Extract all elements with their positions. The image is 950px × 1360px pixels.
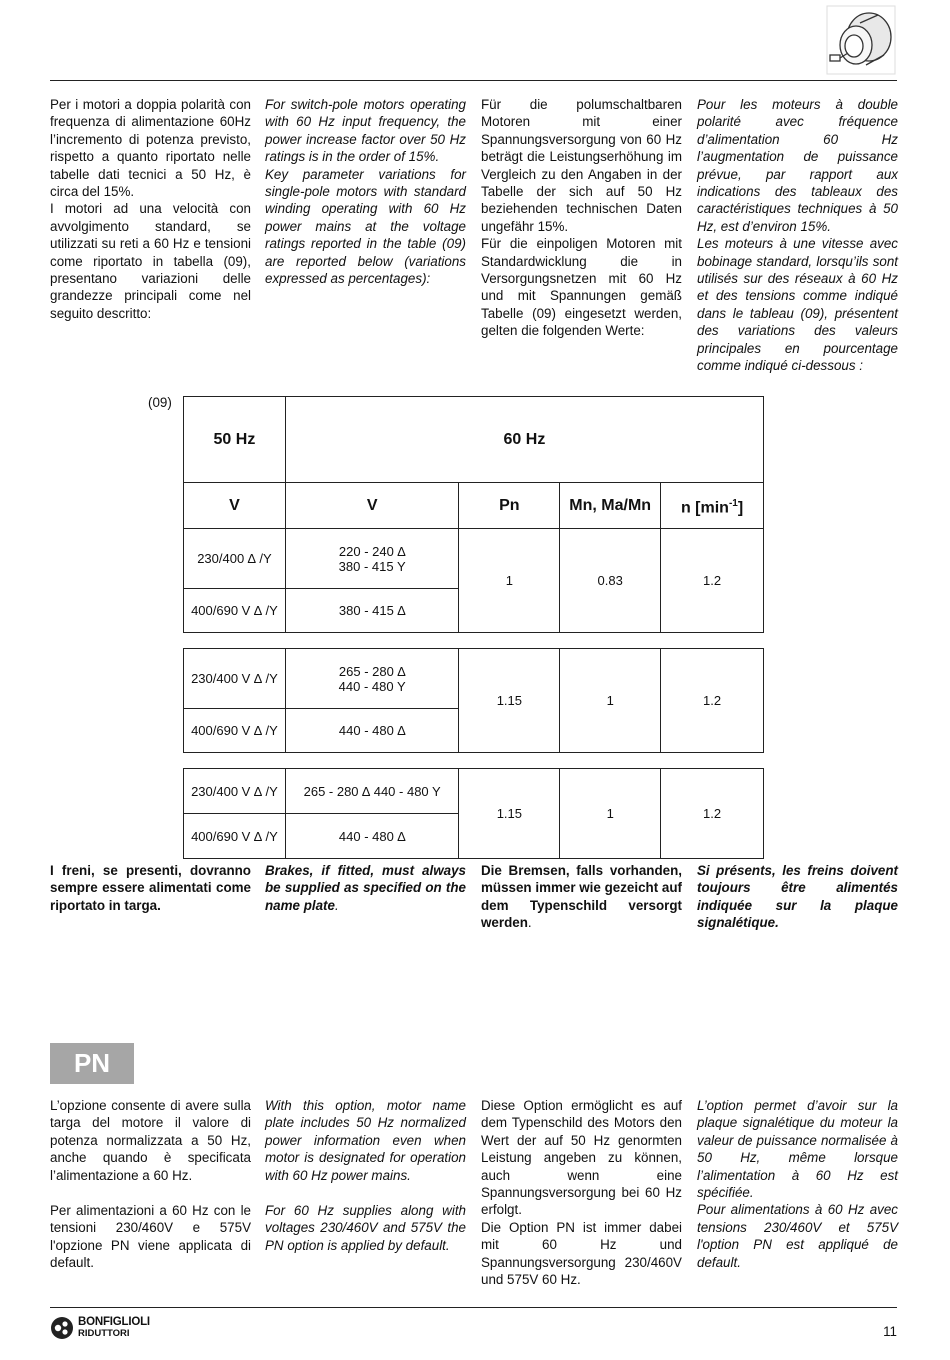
intro-english — [265, 96, 466, 287]
pn-de-p1: Diese Option ermöglicht es auf dem Typenschild des Motors den Wert der auf 50 Hz genormten Leistung angeben zu können, auch wenn eine Spannungsversorgung bei 60 Hz erfolgt. — [481, 1098, 682, 1218]
intro-it-p2: I motori ad una velocità con avvolgimento standard, se utilizzati su reti a 60 Hz e tensioni come riportato in tabella (09), presentano variazioni delle grandezze principali come nel seguito descritto: — [50, 201, 251, 321]
brakes-french: Si présents, les freins doivent toujours être alimentés indiquée sur la plaque signalétique. — [697, 863, 898, 931]
header-mn: Mn, Ma/Mn — [560, 483, 661, 529]
header-n — [661, 483, 764, 529]
pn-french — [697, 1097, 898, 1271]
table-row — [184, 769, 764, 814]
cell-50hz: 230/400 V ∆ /Y — [184, 769, 286, 814]
brakes-en-dot: . — [334, 897, 339, 913]
header-rule — [50, 80, 897, 81]
intro-german — [481, 96, 682, 340]
motor-icon — [826, 5, 896, 75]
table-header-freq — [184, 397, 764, 483]
header-60hz: 60 Hz — [285, 397, 763, 483]
pn-german — [481, 1097, 682, 1288]
cell-60hz: 380 - 415 ∆ — [285, 589, 459, 633]
cell-60hz — [285, 529, 459, 589]
intro-it-p1: Per i motori a doppia polarità con frequenza di alimentazione 60Hz l’incremento di potenza previsto, rispetto a quanto riportato nelle tabelle dati tecnici a 50 Hz, è circa del 15%. — [50, 97, 251, 200]
brakes-de-dot: . — [527, 915, 532, 931]
header-pn: Pn — [459, 483, 560, 529]
voltage-table — [183, 396, 764, 859]
intro-french — [697, 96, 898, 375]
cell-60hz-line: 265 - 280 ∆ — [338, 663, 406, 679]
brakes-italian: I freni, se presenti, dovranno sempre essere alimentati come riportato in targa. — [50, 863, 251, 913]
pn-de-p2: Die Option PN ist immer dabei mit 60 Hz und Spannungsversorgung 230/460V und 575V 60 Hz. — [481, 1219, 682, 1288]
header-v-60: V — [285, 483, 459, 529]
cell-60hz-line: 380 - 415 Y — [338, 558, 406, 574]
cell-pn: 1.15 — [459, 769, 560, 859]
pn-italian — [50, 1097, 251, 1272]
pn-badge: PN — [50, 1043, 134, 1084]
table-row — [184, 649, 764, 709]
intro-de-p2: Für die einpoligen Motoren mit Standardwicklung die in Versorgungsnetzen mit 60 Hz und mit Spannungen gemäß Tabelle (09) eingesetzt werden, gelten die folgenden Werte: — [481, 236, 682, 339]
cell-pn: 1 — [459, 529, 560, 633]
cell-60hz: 440 - 480 ∆ — [285, 709, 459, 753]
intro-de-p1: Für die polumschaltbaren Motoren mit einer Spannungsversorgung von 60 Hz beträgt die Leistungserhöhung im Vergleich zu den Angaben in der Tabelle der sich auf 50 Hz beziehenden technischen Daten ungefähr 15%. — [481, 97, 682, 234]
logo-brand-sub: RIDUTTORI — [78, 1328, 130, 1339]
pn-it-p1: L’opzione consente di avere sulla targa del motore il valore di potenza normalizzata a 50 Hz, anche quando è specificata l’alimentazione a 60 Hz. — [50, 1098, 251, 1183]
cell-60hz: 265 - 280 ∆ 440 - 480 Y — [285, 769, 459, 814]
page-number: 11 — [883, 1324, 897, 1339]
intro-italian — [50, 96, 251, 322]
cell-50hz: 400/690 V ∆ /Y — [184, 709, 286, 753]
header-n-exp: -1 — [728, 497, 738, 509]
brakes-english — [265, 862, 466, 914]
bonfiglioli-logo — [50, 1316, 160, 1340]
header-n-text: n [min — [680, 499, 729, 517]
cell-mn: 1 — [560, 769, 661, 859]
cell-60hz — [285, 649, 459, 709]
cell-60hz-line: 220 - 240 ∆ — [338, 543, 406, 559]
brakes-de-text: Die Bremsen, falls vorhanden, müssen immer wie gezeicht auf dem Typenschild versorgt werden — [481, 863, 682, 931]
footer-rule — [50, 1307, 897, 1308]
pn-fr-p1: L’option permet d’avoir sur la plaque signalétique du moteur la valeur de puissance normalisée à 50 Hz, même lorsque l’alimentation à 60 Hz est spécifiée. — [697, 1098, 898, 1201]
cell-pn: 1.15 — [459, 649, 560, 753]
pn-en-p2: For 60 Hz supplies along with voltages 230/460V and 575V the PN option is applied by default. — [265, 1203, 466, 1253]
logo-gear-icon — [50, 1316, 74, 1340]
pn-it-p2: Per alimentazioni a 60 Hz con le tensioni 230/460V e 575V l'opzione PN viene applicata di default. — [50, 1203, 251, 1271]
cell-60hz-line: 440 - 480 Y — [338, 678, 406, 694]
header-v-50: V — [184, 483, 286, 529]
intro-fr-p1: Pour les moteurs à double polarité avec fréquence d’alimentation 60 Hz l’augmentation de puissance prévue, par rapport aux indications des tableaux des caractéristiques techniques à 50 Hz, est d’environ 15%. — [697, 97, 898, 234]
cell-n: 1.2 — [661, 649, 764, 753]
pn-en-p1: With this option, motor name plate includes 50 Hz normalized power information even when motor is designated for operation with 60 Hz power mains. — [265, 1098, 466, 1183]
cell-50hz: 230/400 V ∆ /Y — [184, 649, 286, 709]
cell-n: 1.2 — [661, 769, 764, 859]
header-50hz: 50 Hz — [184, 397, 286, 483]
cell-50hz: 400/690 V ∆ /Y — [184, 589, 286, 633]
intro-en-p2: Key parameter variations for single-pole motors with standard winding operating with 60 Hz power mains at the voltage ratings reported in the table (09) are reported below (variations expressed as percentages): — [265, 166, 466, 287]
cell-60hz: 440 - 480 ∆ — [285, 814, 459, 859]
cell-mn: 0.83 — [560, 529, 661, 633]
cell-n: 1.2 — [661, 529, 764, 633]
cell-mn: 1 — [560, 649, 661, 753]
pn-fr-p2: Pour alimentations à 60 Hz avec tensions 230/460V et 575V l'option PN est appliqué de default. — [697, 1202, 898, 1270]
cell-50hz: 400/690 V ∆ /Y — [184, 814, 286, 859]
intro-fr-p2: Les moteurs à une vitesse avec bobinage standard, lorsqu’ils sont utilisés sur des réseaux à 60 Hz et des tensions comme indiqué dans le tableau (09), présentent des variations des valeurs principales en pourcentage comme indiqué ci-dessous : — [697, 236, 898, 374]
logo-brand: BONFIGLIOLI — [78, 1316, 150, 1328]
intro-en-p1: For switch-pole motors operating with 60 Hz input frequency, the power increase factor over 50 Hz ratings is in the order of 15%. — [265, 97, 466, 165]
brakes-german — [481, 862, 682, 932]
cell-50hz: 230/400 ∆ /Y — [184, 529, 286, 589]
table-label: (09) — [148, 395, 172, 410]
header-n-close: ] — [737, 499, 744, 517]
brakes-en-text: Brakes, if fitted, must always be supplied as specified on the name plate — [265, 863, 466, 913]
pn-english — [265, 1097, 466, 1254]
table-header-cols — [184, 483, 764, 529]
table-row — [184, 529, 764, 589]
